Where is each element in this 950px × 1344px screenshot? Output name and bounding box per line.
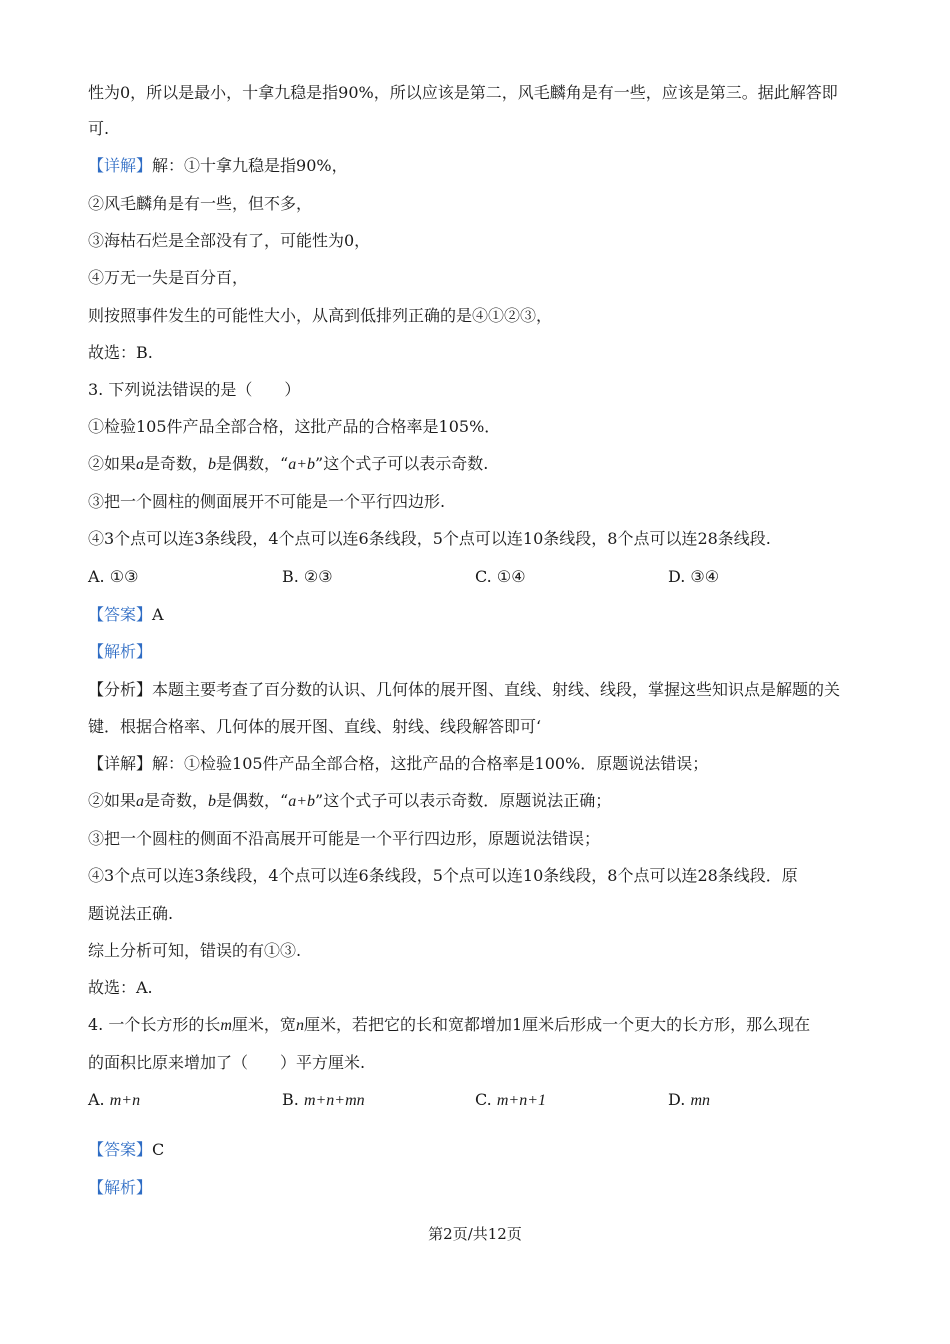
xiangjie-tag: 【详解】 (88, 754, 153, 773)
summary-line: 综上分析可知，错误的有①③. (88, 941, 302, 960)
xiangjie-line (88, 753, 708, 775)
math-var: b (208, 456, 217, 473)
question-3-statement-4: ④3个点可以连3条线段，4个点可以连6条线段，5个点可以连10条线段，8个点可以连28条线段. (88, 529, 771, 548)
text-line: ④3个点可以连3条线段，4个点可以连6条线段，5个点可以连10条线段，8个点可以连28条线段．原 (88, 866, 798, 885)
xiangjie-text: 解：①检验105件产品全部合格，这批产品的合格率是100%．原题说法错误； (152, 754, 709, 773)
question-4-line-2: 的面积比原来增加了（ ）平方厘米. (88, 1053, 366, 1072)
text-span: 是偶数，“ (216, 791, 289, 810)
detail-text: 解：①十拿九稳是指90%， (152, 156, 348, 175)
text-line: 则按照事件发生的可能性大小，从高到低排列正确的是④①②③， (88, 306, 553, 325)
answer-line (88, 1139, 164, 1161)
analysis-tag: 【解析】 (88, 642, 153, 661)
text-line: ③把一个圆柱的侧面不沿高展开可能是一个平行四边形，原题说法错误； (88, 829, 601, 848)
option-expr: m+n+mn (303, 1092, 365, 1109)
detail-tag: 【详解】 (88, 156, 153, 175)
option-expr: mn (690, 1092, 710, 1109)
option-b: B. ②③ (282, 567, 333, 586)
text-line: ②风毛麟角是有一些，但不多， (88, 194, 313, 213)
math-var: a (136, 793, 145, 810)
option-label: A. (88, 1090, 105, 1109)
text-span: 厘米，若把它的长和宽都增加1厘米后形成一个更大的长方形，那么现在 (303, 1015, 811, 1034)
option-label: D. (668, 1090, 686, 1109)
text-line: ④万无一失是百分百， (88, 268, 249, 287)
question-4-title (88, 1014, 810, 1037)
analysis-tag-line (88, 641, 152, 663)
option-c (475, 1089, 546, 1112)
option-label: B. (282, 1090, 299, 1109)
text-span: 是奇数， (144, 454, 209, 473)
selection-line: 故选：A. (88, 978, 153, 997)
option-c: C. ①④ (475, 567, 526, 586)
text-line: 题说法正确. (88, 904, 174, 923)
option-a (88, 1089, 140, 1112)
text-span: ”这个式子可以表示奇数. (315, 454, 489, 473)
option-d: D. ③④ (668, 567, 720, 586)
answer-tag: 【答案】 (88, 605, 153, 624)
option-expr: m+n (109, 1092, 141, 1109)
text-span: 是偶数，“ (216, 454, 289, 473)
answer-value: A (152, 605, 164, 624)
question-3-statement-3: ③把一个圆柱的侧面展开不可能是一个平行四边形. (88, 492, 446, 511)
analysis-tag: 【解析】 (88, 1178, 153, 1197)
option-expr: m+n+1 (496, 1092, 547, 1109)
text-line: 故选：B. (88, 343, 153, 362)
xiangjie-statement-2 (88, 790, 611, 813)
page-footer: 第2页/共12页 (428, 1225, 522, 1243)
answer-value: C (152, 1140, 165, 1159)
text-span: ②如果 (88, 791, 137, 810)
text-line: 性为0，所以是最小，十拿九稳是指90%，所以应该是第二，风毛麟角是有一些，应该是第三。据此解答即 (88, 83, 838, 102)
math-var: a (136, 456, 145, 473)
text-span: 厘米，宽 (231, 1015, 296, 1034)
text-span: ”这个式子可以表示奇数．原题说法正确； (315, 791, 612, 810)
text-line: 键．根据合格率、几何体的展开图、直线、射线、线段解答即可‘ (88, 717, 542, 736)
fenxi-line (88, 679, 840, 701)
option-label: C. (475, 1090, 492, 1109)
fenxi-tag: 【分析】 (88, 680, 153, 699)
question-3-statement-1: ①检验105件产品全部合格，这批产品的合格率是105%． (88, 417, 501, 436)
text-span: 是奇数， (144, 791, 209, 810)
option-a: A. ①③ (88, 567, 139, 586)
detail-line (88, 155, 348, 177)
answer-line (88, 604, 164, 626)
option-d (668, 1089, 710, 1112)
option-b (282, 1089, 365, 1112)
math-var: n (295, 1017, 304, 1034)
text-line: ③海枯石烂是全部没有了，可能性为0， (88, 231, 371, 250)
fenxi-text: 本题主要考查了百分数的认识、几何体的展开图、直线、射线、线段，掌握这些知识点是解题的关 (152, 680, 841, 699)
question-3-title: 3. 下列说法错误的是（ ） (88, 380, 301, 399)
math-expr: a+b (288, 456, 316, 473)
question-3-statement-2 (88, 453, 488, 476)
math-var: b (208, 793, 217, 810)
text-line: 可. (88, 119, 110, 138)
answer-tag: 【答案】 (88, 1140, 153, 1159)
math-var: m (220, 1017, 232, 1034)
math-expr: a+b (288, 793, 316, 810)
analysis-tag-line (88, 1177, 152, 1199)
text-span: 4. 一个长方形的长 (88, 1015, 221, 1034)
text-span: ②如果 (88, 454, 137, 473)
